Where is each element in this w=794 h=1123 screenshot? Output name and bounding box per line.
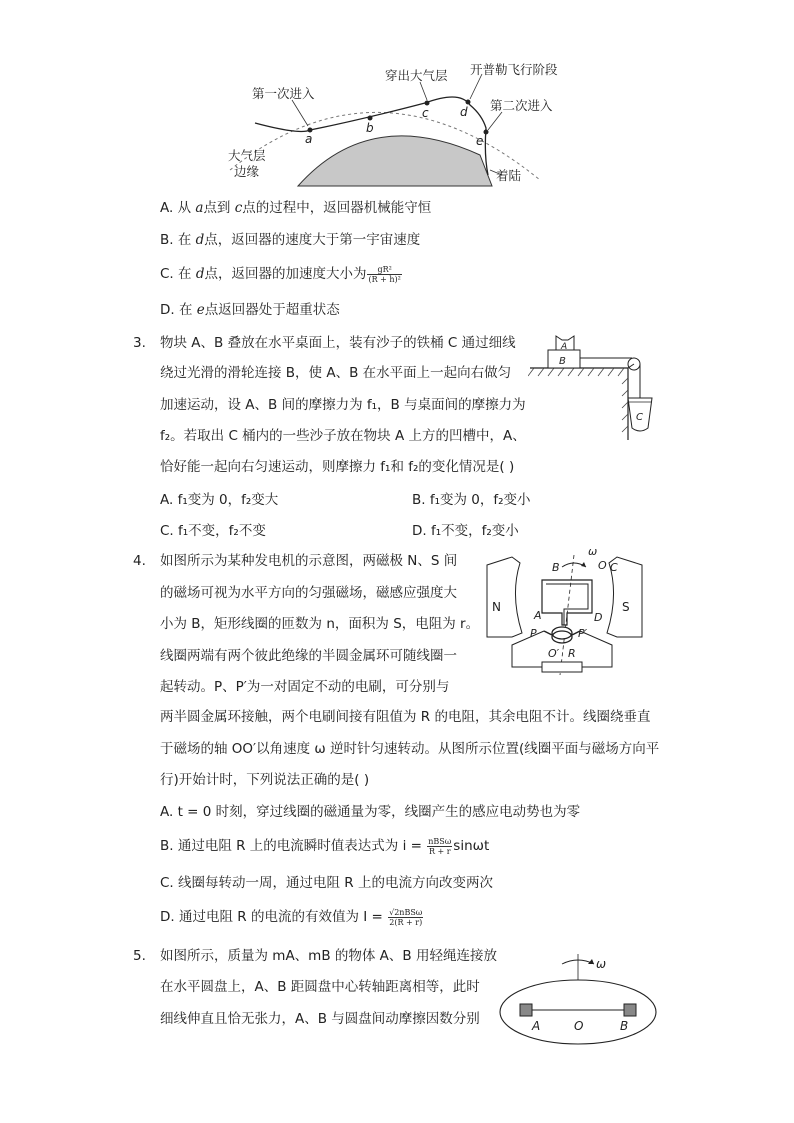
q3-option-d[interactable]: D. f₁不变，f₂变小 <box>412 523 519 539</box>
q3-line-5: 恰好能一起向右匀速运动，则摩擦力 f₁和 f₂的变化情况是( ) <box>160 459 515 475</box>
brush-p-label: P <box>530 627 537 640</box>
q4-option-b[interactable]: B. 通过电阻 R 上的电流瞬时值表达式为 i = $\frac{\text{nBSω}}{R + r}$ sinωt <box>160 836 490 856</box>
q3-option-a[interactable]: A. f₁变为 0，f₂变大 <box>160 492 279 508</box>
resistor-r-label: R <box>568 647 576 660</box>
label-kepler-phase: 开普勒飞行阶段 <box>470 62 558 77</box>
coil-c-label: C <box>610 561 618 574</box>
q4-line-5: 起转动。P、P′为一对固定不动的电刷，可分别与 <box>160 679 450 695</box>
axis-o-prime-label: O′ <box>548 647 560 660</box>
q4-option-a[interactable]: A. t = 0 时刻，穿过线圈的磁通量为零，线圈产生的感应电动势也为零 <box>160 804 581 820</box>
q3-line-4: f₂。若取出 C 桶内的一些沙子放在物块 A 上方的凹槽中，A、 <box>160 428 526 444</box>
magnet-n-label: N <box>492 600 501 614</box>
mass-b-label: B <box>620 1019 629 1033</box>
omega-label: ω <box>596 957 607 971</box>
turntable-figure <box>496 950 661 1050</box>
bucket-c-label: C <box>636 412 643 423</box>
q4-line-4: 线圈两端有两个彼此绝缘的半圆金属环可随线圈一 <box>160 648 457 664</box>
q4-line-8: 行)开始计时，下列说法正确的是( ) <box>160 772 370 788</box>
q4-number: 4. <box>133 553 146 569</box>
q2-option-c[interactable]: C. 在 d点，返回器的加速度大小为 $\frac{\text{gR²}}{\text{(R + h)²}}$ <box>160 264 401 284</box>
label-exit-atmosphere: 穿出大气层 <box>385 68 448 83</box>
label-first-entry: 第一次进入 <box>252 86 315 101</box>
q3-line-1: 物块 A、B 叠放在水平桌面上，装有沙子的铁桶 C 通过细线 <box>160 335 516 351</box>
q5-number: 5. <box>133 948 146 964</box>
block-a-label: A <box>561 342 568 352</box>
q2-c-fraction: $\frac{\text{gR²}}{\text{(R + h)²}}$ <box>368 264 401 284</box>
q5-line-2: 在水平圆盘上，A、B 距圆盘中心转轴距离相等，此时 <box>160 979 480 995</box>
q3-line-3: 加速运动，设 A、B 间的摩擦力为 f₁，B 与桌面间的摩擦力为 <box>160 397 526 413</box>
block-b-label: B <box>559 356 566 367</box>
label-second-entry: 第二次进入 <box>490 98 553 113</box>
q3-line-2: 绕过光滑的滑轮连接 B，使 A、B 在水平面上一起向右做匀 <box>160 365 512 381</box>
magnet-s-label: S <box>622 600 630 614</box>
q4-option-c[interactable]: C. 线圈每转动一周，通过电阻 R 上的电流方向改变两次 <box>160 875 493 891</box>
label-atmosphere-edge-1: 大气层 <box>228 148 266 163</box>
q3-option-c[interactable]: C. f₁不变，f₂不变 <box>160 523 266 539</box>
q4-line-1: 如图所示为某种发电机的示意图，两磁极 N、S 间 <box>160 553 458 569</box>
coil-d-label: D <box>594 611 603 624</box>
q4-d-fraction: $\frac{\text{√2nBSω}}{2(R + r)}$ <box>389 907 423 927</box>
mass-a-label: A <box>532 1019 541 1033</box>
brush-p-prime-label: P′ <box>578 627 588 640</box>
q2-option-b[interactable]: B. 在 d点，返回器的速度大于第一宇宙速度 <box>160 232 421 248</box>
axis-o-label: O <box>598 559 607 572</box>
pulley-bucket-figure <box>528 328 658 443</box>
point-b: b <box>366 121 374 135</box>
generator-figure <box>482 545 652 685</box>
coil-a-label: A <box>534 609 542 622</box>
q5-line-3: 细线伸直且恰无张力，A、B 与圆盘间动摩擦因数分别 <box>160 1011 480 1027</box>
label-atmosphere-edge-2: 边缘 <box>234 164 260 179</box>
point-e: e <box>476 134 484 148</box>
point-c: c <box>422 106 429 120</box>
q4-line-6: 两半圆金属环接触，两个电刷间接有阻值为 R 的电阻，其余电阻不计。线圈绕垂直 <box>160 709 651 725</box>
point-d: d <box>460 105 468 119</box>
q3-option-b[interactable]: B. f₁变为 0，f₂变小 <box>412 492 531 508</box>
q4-line-3: 小为 B，矩形线圈的匝数为 n，面积为 S，电阻为 r。 <box>160 616 480 632</box>
label-landing: 着陆 <box>496 168 522 183</box>
q5-line-1: 如图所示，质量为 mA、mB 的物体 A、B 用轻绳连接放 <box>160 948 497 964</box>
q4-line-2: 的磁场可视为水平方向的匀强磁场，磁感应强度大 <box>160 585 457 601</box>
coil-b-label: B <box>552 561 560 574</box>
q4-option-d[interactable]: D. 通过电阻 R 的电流的有效值为 I = $\frac{\text{√2nBSω}}{2(R + r)}$ <box>160 907 423 927</box>
reentry-trajectory-figure <box>220 60 580 190</box>
center-o-label: O <box>574 1019 584 1033</box>
q3-number: 3. <box>133 335 146 351</box>
q4-line-7: 于磁场的轴 OO′以角速度 ω 逆时针匀速转动。从图所示位置(线圈平面与磁场方向平 <box>160 741 660 757</box>
omega-label: ω <box>588 545 598 558</box>
point-a: a <box>305 132 313 146</box>
q2-option-a[interactable]: A. 从 a点到 c点的过程中，返回器机械能守恒 <box>160 200 432 216</box>
q4-b-fraction: $\frac{\text{nBSω}}{R + r}$ <box>428 836 452 856</box>
q2-option-d[interactable]: D. 在 e点返回器处于超重状态 <box>160 302 340 318</box>
